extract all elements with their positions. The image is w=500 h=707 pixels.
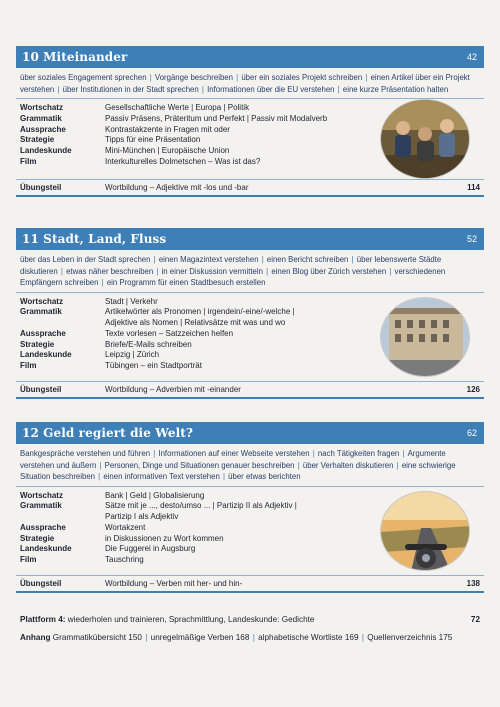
unit-details bbox=[16, 293, 484, 381]
intro-item: Informationen über die EU verstehen bbox=[207, 84, 335, 94]
intro-item: einen Magazintext verstehen bbox=[158, 255, 259, 264]
detail-row: Aussprache Wortakzent bbox=[20, 522, 146, 532]
intro-item: über Institutionen in der Stadt sprechen bbox=[62, 84, 199, 94]
intro-item: verschiedenen Empfängern schreiben bbox=[20, 266, 446, 287]
unit-page-number: 52 bbox=[466, 234, 477, 244]
unit-header bbox=[16, 46, 484, 68]
intro-item: in einer Diskussion vermitteln bbox=[161, 266, 263, 276]
unit-header bbox=[16, 228, 484, 250]
detail-row: Aussprache Kontrastakzente in Fragen mit oder bbox=[20, 124, 230, 134]
divider bbox=[16, 195, 484, 197]
intro-item: eine kurze Präsentation halten bbox=[342, 84, 449, 94]
anhang-item: alphabetische Wortliste 169 bbox=[258, 632, 359, 642]
intro-item: Bankgespräche verstehen und führen bbox=[20, 449, 151, 458]
intro-item: Vorgänge beschreiben bbox=[154, 73, 233, 82]
detail-row: Film Tübingen – ein Stadtporträt bbox=[20, 361, 202, 371]
intro-item: Argumente verstehen und äußern bbox=[20, 449, 446, 470]
plattform-line bbox=[20, 614, 480, 626]
unit-10 bbox=[16, 46, 484, 197]
anhang-line: Anhang Grammatikübersicht 150 | unregelmäßige Verben 168 | alphabetische Wortliste 169 | Quellenverzeichnis 175 bbox=[20, 632, 453, 642]
anhang-item: Grammatikübersicht 150 bbox=[52, 632, 142, 642]
detail-row: Strategie Tipps für eine Präsentation bbox=[20, 135, 201, 145]
unit-intro: über soziales Engagement sprechen | Vorgänge beschreiben | über ein soziales Projekt schreiben | einen Artikel über ein Projekt verstehen | über Institutionen in der Stadt sprechen | Informationen über die EU verstehen | eine kurze Präsentation halten bbox=[16, 68, 484, 99]
anhang-item: Quellenverzeichnis 175 bbox=[367, 632, 453, 642]
uebungsteil-row: Übungsteil Wortbildung – Adverbien mit -einander 126 bbox=[16, 381, 484, 397]
unit-title: 12 Geld regiert die Welt? bbox=[22, 426, 193, 440]
detail-row: Grammatik Artikelwörter als Pronomen | irgendein/-eine/-welche | bbox=[20, 307, 295, 317]
anhang-label: Anhang bbox=[20, 632, 51, 642]
unit-12 bbox=[16, 422, 484, 593]
detail-row: Wortschatz Stadt | Verkehr bbox=[20, 296, 158, 306]
detail-row: Grammatik Passiv Präsens, Präteritum und Perfekt | Passiv mit Modalverb bbox=[20, 113, 328, 123]
city-building-photo bbox=[380, 297, 470, 377]
motorcycle-road-photo bbox=[380, 491, 470, 571]
intro-item: ein Programm für einen Stadtbesuch erstellen bbox=[106, 278, 266, 287]
uebungsteil-row: Übungsteil Wortbildung – Adjektive mit -los und -bar 114 bbox=[16, 179, 484, 195]
detail-row: Partizip I als Adjektiv bbox=[105, 512, 179, 522]
detail-row: Landeskunde Mini-München | Europäische Union bbox=[20, 146, 230, 156]
detail-row: Landeskunde Leipzig | Zürich bbox=[20, 350, 160, 360]
detail-row: Wortschatz Gesellschaftliche Werte | Europa | Politik bbox=[20, 103, 250, 112]
anhang-item: unregelmäßige Verben 168 bbox=[150, 632, 250, 642]
detail-row: Film Interkulturelles Dolmetschen – Was ist das? bbox=[20, 156, 261, 166]
unit-title: 11 Stadt, Land, Fluss bbox=[22, 232, 167, 246]
intro-item: einen Blog über Zürich verstehen bbox=[271, 266, 387, 276]
intro-item: Personen, Dinge und Situationen genauer beschreiben bbox=[104, 460, 295, 470]
intro-item: einen Bericht schreiben bbox=[266, 255, 349, 264]
detail-row: Aussprache Texte vorlesen – Satzzeichen helfen bbox=[20, 328, 234, 338]
intro-item: über lebenswerte Städte diskutieren bbox=[20, 255, 442, 276]
plattform-text: wiederholen und trainieren, Sprachmittlung, Landeskunde: Gedichte bbox=[67, 615, 315, 624]
unit-title: 10 Miteinander bbox=[22, 50, 128, 64]
intro-item: über etwas berichten bbox=[228, 472, 301, 481]
intro-item: eine schwierige Situation beschreiben bbox=[20, 460, 456, 481]
unit-intro: Bankgespräche verstehen und führen | Informationen auf einer Webseite verstehen | nach Tätigkeiten fragen | Argumente verstehen und äußern | Personen, Dinge und Situationen genauer beschreiben | über Verhalten diskutieren | eine schwierige Situation beschreiben | einen informativen Text verstehen | über etwas berichten bbox=[16, 444, 484, 487]
uebungsteil-row: Übungsteil Wortbildung – Verben mit her- und hin- 138 bbox=[16, 575, 484, 591]
intro-item: über das Leben in der Stadt sprechen bbox=[20, 255, 151, 264]
detail-row: Film Tauschring bbox=[20, 555, 144, 565]
divider bbox=[16, 397, 484, 399]
plattform-page: 72 bbox=[470, 615, 480, 624]
detail-row: Wortschatz Bank | Geld | Globalisierung bbox=[20, 490, 205, 500]
unit-11 bbox=[16, 228, 484, 399]
detail-row: Strategie in Diskussionen zu Wort kommen bbox=[20, 533, 224, 543]
intro-item: über soziales Engagement sprechen bbox=[20, 73, 147, 82]
unit-details bbox=[16, 99, 484, 179]
detail-row: Landeskunde Die Fuggerei in Augsburg bbox=[20, 544, 196, 554]
unit-page-number: 62 bbox=[466, 428, 477, 438]
unit-details bbox=[16, 487, 484, 575]
intro-item: Informationen auf einer Webseite verstehen bbox=[158, 449, 310, 458]
group-of-people-photo bbox=[380, 99, 470, 179]
divider bbox=[16, 591, 484, 593]
plattform-label: Plattform 4: bbox=[20, 615, 66, 624]
intro-item: über ein soziales Projekt schreiben bbox=[241, 73, 363, 82]
unit-header bbox=[16, 422, 484, 444]
detail-row: Adjektive als Nomen | Relativsätze mit was und wo bbox=[105, 318, 286, 328]
unit-intro: über das Leben in der Stadt sprechen | einen Magazintext verstehen | einen Bericht schreiben | über lebenswerte Städte diskutieren | etwas näher beschreiben | in einer Diskussion vermitteln | einen Blog über Zürich verstehen | verschiedenen Empfängern schreiben | ein Programm für einen Stadtbesuch erstellen bbox=[16, 250, 484, 293]
intro-item: nach Tätigkeiten fragen bbox=[317, 449, 400, 458]
intro-item: über Verhalten diskutieren bbox=[302, 460, 394, 470]
intro-item: etwas näher beschreiben bbox=[66, 266, 154, 276]
intro-item: einen informativen Text verstehen bbox=[103, 472, 220, 481]
intro-item: einen Artikel über ein Projekt verstehen bbox=[20, 73, 470, 94]
footer bbox=[20, 614, 480, 643]
detail-row: Grammatik Sätze mit je ..., desto/umso ... | Partizip II als Adjektiv | bbox=[20, 501, 297, 511]
unit-page-number: 42 bbox=[466, 52, 477, 62]
detail-row: Strategie Briefe/E-Mails schreiben bbox=[20, 339, 192, 349]
